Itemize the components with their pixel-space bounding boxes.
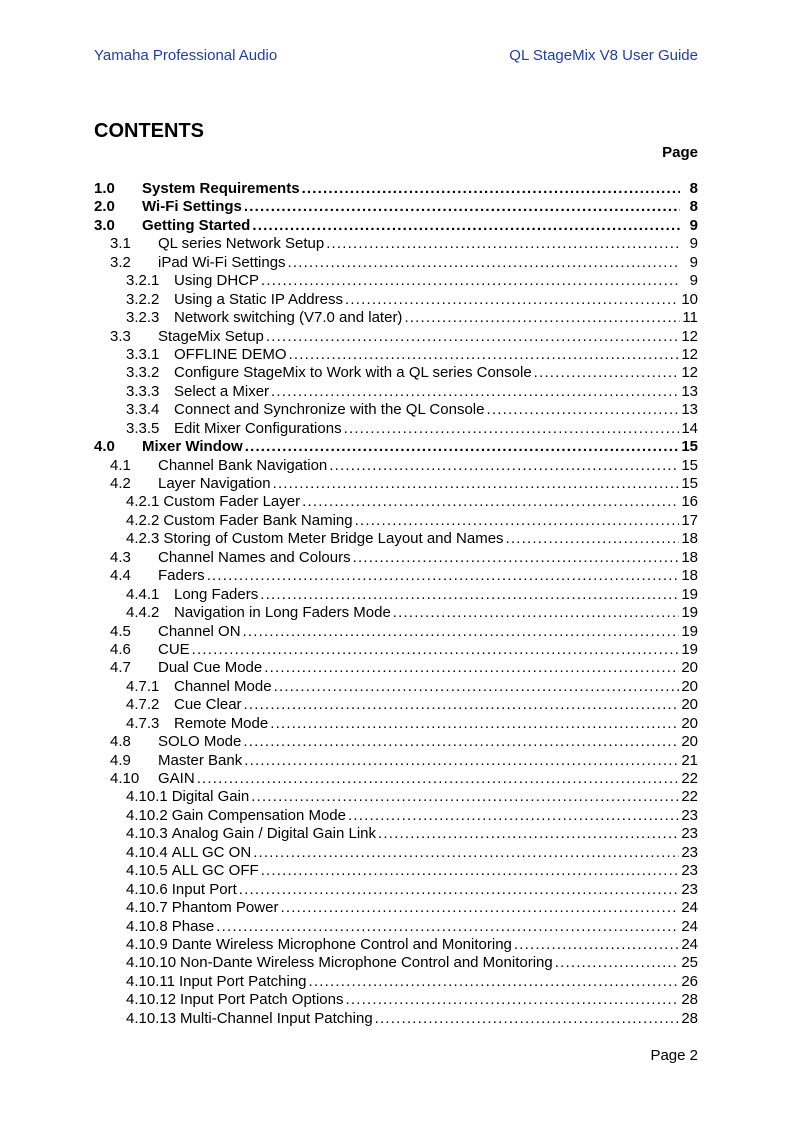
toc-entry-number: 4.10.13 [126, 1009, 177, 1027]
toc-entry-page: 11 [682, 309, 698, 327]
toc-entry-number: 4.5 [110, 622, 131, 640]
toc-entry-title: Channel Mode [174, 677, 272, 695]
toc-dot-leader [348, 807, 679, 825]
toc-entry-title: Cue Clear [174, 696, 242, 714]
toc-entry-title: Edit Mixer Configurations [174, 419, 342, 437]
toc-entry[interactable] [94, 659, 698, 677]
toc-entry-title: Dual Cue Mode [158, 659, 263, 677]
toc-entry[interactable] [94, 438, 698, 456]
toc-entry[interactable] [94, 364, 698, 382]
toc-entry-page: 12 [681, 364, 698, 382]
toc-entry-page: 24 [681, 917, 698, 935]
toc-entry[interactable] [94, 567, 698, 585]
toc-entry-title: Digital Gain [171, 788, 250, 806]
toc-entry-title: ALL GC ON [171, 843, 252, 861]
toc-entry[interactable] [94, 457, 698, 475]
toc-entry-number: 4.2.1 [126, 493, 160, 511]
toc-entry[interactable] [94, 530, 698, 548]
toc-entry-title: iPad Wi-Fi Settings [158, 253, 286, 271]
toc-entry-number: 4.0 [94, 438, 115, 456]
toc-entry-title: StageMix Setup [158, 327, 264, 345]
toc-entry[interactable] [94, 254, 698, 272]
toc-entry-number: 3.3.2 [126, 364, 160, 382]
toc-dot-leader [534, 364, 680, 382]
toc-dot-leader [375, 1010, 680, 1028]
toc-dot-leader [266, 328, 679, 346]
toc-entry-number: 4.10.9 [126, 935, 168, 953]
toc-entry-number: 4.6 [110, 640, 131, 658]
toc-dot-leader [243, 623, 680, 641]
toc-entry-number: 3.3.3 [126, 382, 160, 400]
toc-entry-number: 4.10.7 [126, 899, 168, 917]
toc-entry-page: 18 [681, 530, 698, 548]
toc-entry-number: 4.2 [110, 475, 131, 492]
toc-entry-number: 3.3 [110, 327, 131, 345]
toc-entry-title: Wi-Fi Settings [142, 198, 242, 216]
toc-entry[interactable] [94, 475, 698, 493]
toc-entry[interactable] [94, 272, 698, 290]
toc-entry-number: 3.0 [94, 216, 115, 234]
toc-entry-number: 4.9 [110, 751, 131, 769]
toc-entry-number: 4.10 [110, 770, 140, 787]
toc-entry-page: 15 [681, 456, 698, 474]
toc-entry-title: Layer Navigation [158, 475, 271, 492]
toc-entry-title: Network switching (V7.0 and later) [174, 309, 403, 327]
toc-entry[interactable] [94, 1010, 698, 1028]
toc-entry-page: 9 [689, 253, 698, 271]
toc-dot-leader [244, 696, 680, 714]
toc-entry-title: Analog Gain / Digital Gain Link [171, 825, 376, 843]
toc-entry-title: Input Port Patching [178, 972, 307, 990]
toc-entry-page: 8 [689, 198, 698, 216]
toc-entry-title: CUE [158, 640, 190, 658]
toc-entry-page: 9 [689, 235, 698, 253]
toc-entry-number: 4.10.11 [126, 972, 175, 990]
toc-dot-leader [302, 493, 679, 511]
toc-entry-page: 20 [681, 733, 698, 751]
toc-entry[interactable] [94, 235, 698, 253]
toc-entry[interactable] [94, 493, 698, 511]
toc-entry-title: Multi-Channel Input Patching [180, 1009, 373, 1027]
toc-entry-number: 4.3 [110, 548, 131, 566]
toc-dot-leader [253, 844, 679, 862]
toc-entry-title: Custom Fader Bank Naming [163, 511, 353, 529]
toc-entry-page: 13 [681, 401, 698, 419]
toc-entry-page: 15 [681, 475, 698, 492]
toc-entry[interactable] [94, 733, 698, 751]
toc-entry-title: Using DHCP [174, 272, 260, 290]
toc-dot-leader [289, 346, 680, 364]
toc-dot-leader [197, 770, 680, 788]
toc-entry[interactable] [94, 309, 698, 327]
toc-entry-number: 4.2.2 [126, 511, 160, 529]
toc-entry-title: Select a Mixer [174, 382, 270, 400]
toc-dot-leader [270, 715, 679, 733]
toc-entry-number: 4.10.5 [126, 862, 168, 880]
toc-entry[interactable] [94, 217, 698, 235]
toc-entry-title: Master Bank [158, 751, 243, 769]
toc-entry[interactable] [94, 198, 698, 216]
toc-entry-number: 2.0 [94, 198, 115, 216]
toc-entry-page: 25 [681, 954, 698, 972]
toc-dot-leader [243, 733, 679, 751]
toc-entry-title: OFFLINE DEMO [174, 345, 287, 363]
toc-entry-page: 12 [681, 327, 698, 345]
toc-entry-page: 9 [689, 272, 698, 290]
toc-dot-leader [261, 862, 680, 880]
toc-dot-leader [251, 788, 679, 806]
toc-entry-page: 20 [681, 696, 698, 714]
toc-entry-number: 1.0 [94, 180, 115, 197]
toc-dot-leader [288, 254, 680, 272]
toc-entry-number: 4.10.3 [126, 825, 168, 843]
toc-dot-leader [344, 420, 680, 438]
toc-entry-title: SOLO Mode [158, 733, 242, 751]
toc-entry[interactable] [94, 328, 698, 346]
toc-entry-title: Gain Compensation Mode [171, 806, 346, 824]
toc-entry-number: 3.2.3 [126, 309, 160, 327]
toc-entry-number: 4.10.2 [126, 806, 168, 824]
toc-entry[interactable] [94, 844, 698, 862]
toc-entry[interactable] [94, 918, 698, 936]
toc-entry[interactable] [94, 586, 698, 604]
header-left-text: Yamaha Professional Audio [94, 47, 278, 64]
toc-entry-page: 20 [681, 677, 698, 695]
toc-entry-page: 21 [681, 751, 698, 769]
toc-entry-number: 4.10.6 [126, 880, 168, 898]
toc-dot-leader [302, 180, 680, 198]
toc-entry-number: 4.7.3 [126, 714, 160, 732]
toc-entry-page: 15 [681, 438, 698, 456]
toc-entry[interactable] [94, 991, 698, 1009]
toc-dot-leader [244, 198, 680, 216]
toc-entry[interactable] [94, 420, 698, 438]
toc-entry-number: 4.7 [110, 659, 131, 677]
toc-dot-leader [261, 272, 680, 290]
toc-entry-page: 26 [681, 972, 698, 990]
toc-entry-title: Mixer Window [142, 438, 243, 456]
toc-dot-leader [244, 752, 679, 770]
toc-entry[interactable] [94, 936, 698, 954]
toc-entry-title: QL series Network Setup [158, 235, 325, 253]
toc-entry[interactable] [94, 401, 698, 419]
toc-dot-leader [207, 567, 680, 585]
toc-entry[interactable] [94, 383, 698, 401]
toc-entry-title: Input Port Patch Options [180, 991, 344, 1009]
toc-entry-number: 3.3.5 [126, 419, 160, 437]
toc-entry[interactable] [94, 770, 698, 788]
toc-entry-page: 14 [681, 419, 698, 437]
toc-entry[interactable] [94, 973, 698, 991]
toc-entry-title: Remote Mode [174, 714, 269, 732]
toc-entry-title: ALL GC OFF [171, 862, 259, 880]
toc-entry-page: 17 [681, 511, 698, 529]
toc-dot-leader [273, 475, 680, 493]
toc-entry[interactable] [94, 678, 698, 696]
toc-dot-leader [264, 659, 679, 677]
toc-entry[interactable] [94, 899, 698, 917]
toc-entry[interactable] [94, 512, 698, 530]
toc-entry-title: Phantom Power [171, 899, 279, 917]
toc-entry-number: 4.10.4 [126, 843, 168, 861]
toc-entry-page: 20 [681, 714, 698, 732]
toc-entry[interactable] [94, 346, 698, 364]
toc-entry-title: GAIN [158, 770, 195, 787]
toc-dot-leader [345, 291, 679, 309]
toc-entry-page: 23 [681, 825, 698, 843]
toc-entry-page: 23 [681, 843, 698, 861]
toc-entry-title: System Requirements [142, 180, 300, 197]
toc-dot-leader [486, 401, 679, 419]
toc-entry-number: 4.4.1 [126, 585, 160, 603]
toc-dot-leader [216, 918, 679, 936]
toc-entry-number: 4.8 [110, 733, 131, 751]
toc-dot-leader [514, 936, 679, 954]
toc-dot-leader [239, 881, 680, 899]
toc-entry-number: 3.2.1 [126, 272, 160, 290]
toc-entry-title: Getting Started [142, 216, 251, 234]
toc-entry[interactable] [94, 641, 698, 659]
toc-entry[interactable] [94, 715, 698, 733]
toc-dot-leader [345, 991, 679, 1009]
toc-entry-number: 3.3.4 [126, 401, 160, 419]
toc-entry-page: 18 [681, 548, 698, 566]
toc-entry-page: 22 [681, 770, 698, 787]
toc-dot-leader [271, 383, 679, 401]
toc-entry[interactable] [94, 807, 698, 825]
toc-entry-page: 12 [681, 345, 698, 363]
header-right-text: QL StageMix V8 User Guide [509, 47, 698, 64]
toc-entry-title: Connect and Synchronize with the QL Console [174, 401, 485, 419]
toc-entry[interactable] [94, 291, 698, 309]
toc-entry-page: 19 [681, 622, 698, 640]
toc-entry-number: 4.10.8 [126, 917, 168, 935]
toc-entry[interactable] [94, 881, 698, 899]
toc-entry-page: 8 [689, 180, 698, 197]
toc-entry-page: 28 [681, 991, 698, 1009]
toc-dot-leader [280, 899, 679, 917]
toc-entry-page: 13 [681, 382, 698, 400]
toc-entry-number: 4.10.10 [126, 954, 177, 972]
toc-dot-leader [555, 954, 680, 972]
toc-entry-page: 22 [681, 788, 698, 806]
toc-entry-number: 3.2.2 [126, 290, 160, 308]
toc-dot-leader [355, 512, 680, 530]
toc-dot-leader [274, 678, 680, 696]
toc-dot-leader [192, 641, 680, 659]
toc-entry[interactable] [94, 862, 698, 880]
toc-entry-title: Input Port [171, 880, 237, 898]
toc-entry[interactable] [94, 604, 698, 622]
toc-entry-page: 23 [681, 862, 698, 880]
toc-entry-number: 4.4.2 [126, 604, 160, 622]
toc-dot-leader [378, 825, 679, 843]
toc-entry-number: 3.3.1 [126, 345, 160, 363]
toc-dot-leader [309, 973, 680, 991]
toc-entry-title: Non-Dante Wireless Microphone Control and Monitoring [180, 954, 553, 972]
toc-entry-title: Faders [158, 567, 205, 585]
toc-entry[interactable] [94, 549, 698, 567]
table-of-contents [94, 180, 698, 1028]
toc-entry-title: Phase [171, 917, 215, 935]
toc-entry[interactable] [94, 954, 698, 972]
toc-dot-leader [506, 530, 680, 548]
toc-dot-leader [404, 309, 680, 327]
toc-entry-title: Using a Static IP Address [174, 290, 343, 308]
toc-entry[interactable] [94, 180, 698, 198]
toc-entry-number: 3.2 [110, 253, 131, 271]
toc-entry-number: 4.10.12 [126, 991, 177, 1009]
toc-entry-page: 23 [681, 880, 698, 898]
toc-entry[interactable] [94, 752, 698, 770]
toc-entry-title: Long Faders [174, 585, 259, 603]
toc-entry-page: 24 [681, 899, 698, 917]
toc-entry-number: 3.1 [110, 235, 131, 253]
toc-dot-leader [329, 457, 679, 475]
toc-entry-page: 24 [681, 935, 698, 953]
toc-dot-leader [252, 217, 680, 235]
toc-entry-page: 19 [681, 585, 698, 603]
toc-entry-number: 4.7.1 [126, 677, 160, 695]
toc-entry-page: 19 [681, 604, 698, 622]
toc-entry[interactable] [94, 696, 698, 714]
toc-entry-title: Channel Bank Navigation [158, 456, 328, 474]
toc-dot-leader [326, 235, 680, 253]
toc-entry-page: 20 [681, 659, 698, 677]
toc-entry-title: Channel Names and Colours [158, 548, 351, 566]
toc-entry[interactable] [94, 825, 698, 843]
toc-entry-page: 16 [681, 493, 698, 511]
toc-entry-number: 4.10.1 [126, 788, 168, 806]
toc-entry-title: Channel ON [158, 622, 241, 640]
toc-entry-title: Custom Fader Layer [163, 493, 301, 511]
contents-title: CONTENTS [94, 120, 204, 142]
toc-entry-page: 18 [681, 567, 698, 585]
toc-entry-page: 9 [689, 216, 698, 234]
toc-entry-title: Dante Wireless Microphone Control and Monitoring [171, 935, 512, 953]
toc-entry-title: Navigation in Long Faders Mode [174, 604, 391, 622]
toc-entry-title: Configure StageMix to Work with a QL series Console [174, 364, 532, 382]
toc-dot-leader [353, 549, 680, 567]
toc-dot-leader [260, 586, 679, 604]
toc-entry-page: 10 [681, 290, 698, 308]
toc-entry-page: 28 [681, 1009, 698, 1027]
toc-entry-number: 4.4 [110, 567, 131, 585]
toc-entry[interactable] [94, 788, 698, 806]
toc-dot-leader [393, 604, 680, 622]
toc-dot-leader [245, 438, 680, 456]
toc-entry-page: 19 [681, 640, 698, 658]
toc-entry-title: Storing of Custom Meter Bridge Layout and Names [163, 530, 504, 548]
toc-entry-number: 4.2.3 [126, 530, 160, 548]
toc-entry-page: 23 [681, 806, 698, 824]
page-number: Page 2 [650, 1047, 698, 1064]
toc-entry[interactable] [94, 623, 698, 641]
toc-entry-number: 4.7.2 [126, 696, 160, 714]
toc-entry-number: 4.1 [110, 456, 131, 474]
page-column-label: Page [662, 144, 698, 161]
